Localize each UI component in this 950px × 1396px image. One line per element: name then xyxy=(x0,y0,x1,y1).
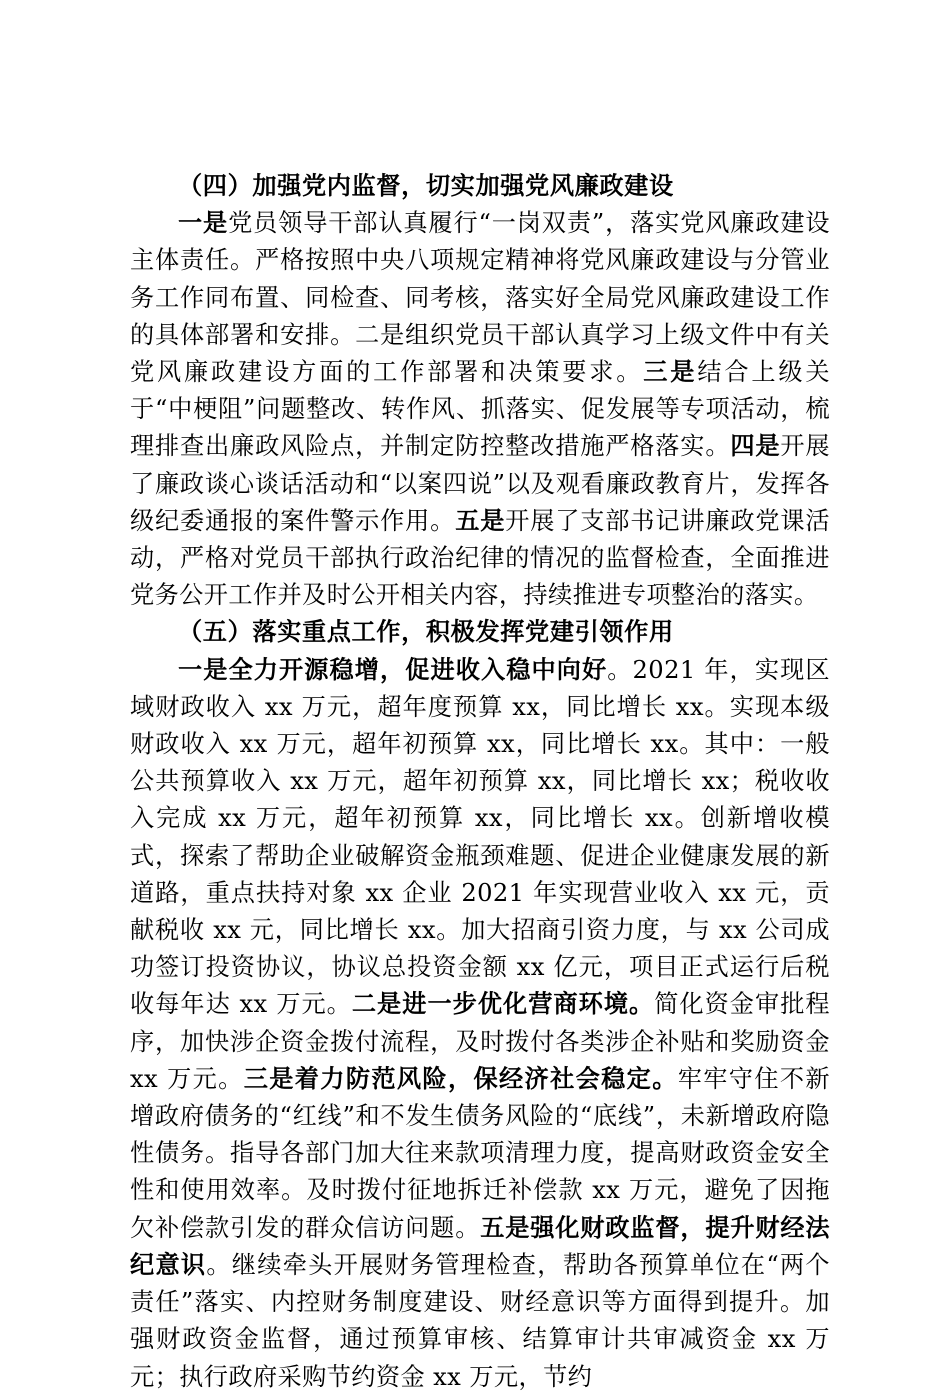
section-5-paragraph xyxy=(130,652,830,1396)
section-4-heading: （四）加强党内监督，切实加强党风廉政建设 xyxy=(178,172,674,200)
document-page xyxy=(130,168,830,1396)
item-3-label: 三是着力防范风险，保经济社会稳定。 xyxy=(243,1064,678,1093)
section-4-paragraph xyxy=(130,205,830,614)
item-2-text: 简化资金审批程序，加快涉企资金拨付流程，及时拨付各类涉企补贴和奖励资金 xx 万元。 xyxy=(130,990,830,1093)
point-1-label: 一是 xyxy=(178,209,229,238)
section-5-heading: （五）落实重点工作，积极发挥党建引领作用 xyxy=(178,618,674,647)
point-3-label: 三是 xyxy=(643,358,698,387)
point-3-text: 结合上级关于“中梗阻”问题整改、转作风、抓落实、促发展等专项活动，梳理排查出廉政风险点，并制定防控整改措施严格落实。 xyxy=(130,358,830,461)
item-5-label: 五是强化财政监督，提升财经法纪意识 xyxy=(130,1213,830,1279)
point-5-label: 五是 xyxy=(455,506,506,535)
item-3-text: 牢牢守住不新增政府债务的“红线”和不发生债务风险的“底线”，未新增政府隐性债务。指导各部门加大往来款项清理力度，提高财政资金安全性和使用效率。及时拨付征地拆迁补偿款 xx 万元，避免了因拖欠补偿款引发的群众信访问题。 xyxy=(130,1064,830,1242)
item-5-text: 。继续牵头开展财务管理检查，帮助各预算单位在“两个责任”落实、内控财务制度建设、财经意识等方面得到提升。加强财政资金监督，通过预算审核、结算审计共审减资金 xx 万元；执行政府采购节约资金 xx 万元，节约 xyxy=(130,1250,830,1391)
point-5-text: 开展了支部书记讲廉政党课活动，严格对党员干部执行政治纪律的情况的监督检查，全面推进党务公开工作并及时公开相关内容，持续推进专项整治的落实。 xyxy=(130,506,830,610)
point-4-label: 四是 xyxy=(730,432,781,461)
item-1-label: 一是全力开源稳增，促进收入稳中向好 xyxy=(178,655,608,684)
point-4-text: 开展了廉政谈心谈话活动和“以案四说”以及观看廉政教育片，发挥各级纪委通报的案件警示作用。 xyxy=(130,432,830,535)
item-1-text: 。2021 年，实现区域财政收入 xx 万元，超年度预算 xx，同比增长 xx。实现本级财政收入 xx 万元，超年初预算 xx，同比增长 xx。其中：一般公共预算收入 xx 万元，超年初预算 xx，同比增长 xx；税收收入完成 xx 万元，超年初预算 xx，同比增长 xx。创新增收模式，探索了帮助企业破解资金瓶颈难题、促进企业健康发展的新道路，重点扶持对象 xx 企业 2021 年实现营业收入 xx 元，贡献税收 xx 元，同比增长 xx。加大招商引资力度，与 xx 公司成功签订投资协议，协议总投资金额 xx 亿元，项目正式运行后税收每年达 xx 万元。 xyxy=(130,655,830,1019)
item-2-label: 二是进一步优化营商环境。 xyxy=(351,990,655,1019)
point-1-text: 党员领导干部认真履行“一岗双责”，落实党风廉政建设主体责任。严格按照中央八项规定精神将党风廉政建设与分管业务工作同布置、同检查、同考核，落实好全局党风廉政建设工作的具体部署和安排。二是组织党员干部认真学习上级文件中有关党风廉政建设方面的工作部署和决策要求。 xyxy=(130,209,830,387)
